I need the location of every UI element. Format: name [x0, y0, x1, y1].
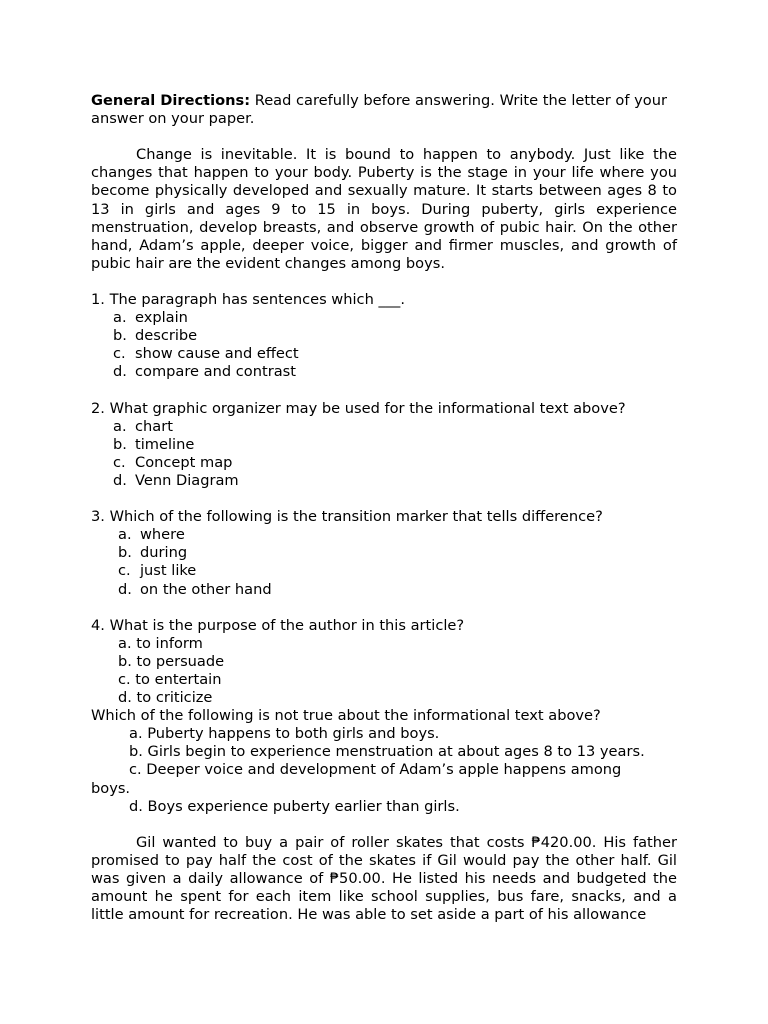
option-b: b. to persuade	[118, 652, 225, 670]
option-c: c. Deeper voice and development of Adam’s apple happens among	[129, 761, 622, 779]
option-text: chart	[135, 417, 173, 435]
spacer	[91, 599, 677, 617]
option-a	[113, 309, 677, 327]
option-letter: a.	[118, 526, 132, 544]
option-text: timeline	[135, 435, 195, 453]
option-d	[113, 363, 677, 381]
option-d	[113, 472, 677, 490]
option-text: explain	[135, 309, 188, 327]
option-letter: c.	[113, 345, 126, 363]
option-a	[118, 526, 677, 544]
question-1-text: 1. The paragraph has sentences which ___.	[91, 291, 405, 309]
option-letter: a.	[113, 309, 127, 327]
option-text: Concept map	[135, 453, 233, 471]
question-3	[91, 508, 677, 598]
option-letter: b.	[113, 327, 127, 345]
question-2	[91, 400, 677, 490]
directions-label: General Directions:	[91, 92, 251, 109]
option-letter: d.	[113, 471, 127, 489]
option-text: during	[140, 544, 188, 562]
question-1	[91, 291, 677, 381]
question-5-options	[91, 725, 677, 779]
question-4-options	[91, 635, 677, 707]
question-1-options	[91, 309, 677, 381]
option-text: compare and contrast	[135, 363, 296, 381]
option-text: Venn Diagram	[135, 471, 239, 489]
question-5-options-cont	[91, 798, 677, 816]
passage-puberty: Change is inevitable. It is bound to happen to anybody. Just like the changes that happen to your body. Puberty is the stage in your life where you become physically developed and sexually mature. It starts between ages 8 to 13 in girls and ages 9 to 15 in boys. During puberty, girls experience menstruation, develop breasts, and observe growth of pubic hair. On the other hand, Adam’s apple, deeper voice, bigger and firmer muscles, and growth of pubic hair are the evident changes among boys.	[91, 146, 677, 272]
option-b	[118, 544, 677, 562]
general-directions	[91, 92, 677, 128]
option-letter: c.	[118, 562, 131, 580]
option-d: d. to criticize	[118, 689, 213, 707]
option-c-continuation: boys.	[91, 779, 131, 797]
option-b	[113, 436, 677, 454]
directions-text: Read carefully before answering. Write the letter of your answer on your paper.	[91, 92, 667, 128]
spacer	[91, 273, 677, 291]
question-2-text: 2. What graphic organizer may be used for the informational text above?	[91, 399, 626, 417]
option-a: a. Puberty happens to both girls and boys.	[129, 725, 440, 743]
option-text: on the other hand	[140, 580, 272, 598]
option-text: just like	[140, 562, 197, 580]
spacer	[91, 490, 677, 508]
spacer	[91, 816, 677, 834]
option-a	[113, 418, 677, 436]
option-text: show cause and effect	[135, 345, 299, 363]
question-4-text: 4. What is the purpose of the author in this article?	[91, 616, 465, 634]
option-c: c. to entertain	[118, 671, 222, 688]
question-3-text: 3. Which of the following is the transition marker that tells difference?	[91, 508, 603, 526]
option-c	[113, 454, 677, 472]
option-b	[113, 327, 677, 345]
option-letter: b.	[118, 544, 132, 562]
question-5	[91, 707, 677, 816]
option-a: a. to inform	[118, 634, 203, 652]
option-letter: b.	[113, 435, 127, 453]
option-letter: c.	[113, 453, 126, 471]
passage-roller-skates: Gil wanted to buy a pair of roller skates that costs ₱420.00. His father promised to pay half the cost of the skates if Gil would pay the other half. Gil was given a daily allowance of ₱50.00. He listed his needs and budgeted the amount he spent for each item like school supplies, bus fare, snacks, and a little amount for recreation. He was able to set aside a part of his allowance	[91, 833, 677, 924]
option-letter: d.	[118, 580, 132, 598]
question-3-options	[91, 526, 677, 598]
question-2-options	[91, 418, 677, 490]
worksheet-page	[91, 92, 677, 924]
option-d: d. Boys experience puberty earlier than girls.	[129, 797, 460, 815]
option-text: where	[140, 526, 185, 544]
spacer	[91, 382, 677, 400]
question-4	[91, 617, 677, 707]
option-b: b. Girls begin to experience menstruation at about ages 8 to 13 years.	[129, 743, 645, 761]
option-d	[118, 581, 677, 599]
option-letter: d.	[113, 363, 127, 381]
option-text: describe	[135, 327, 198, 345]
option-c	[113, 345, 677, 363]
question-5-text: Which of the following is not true about the informational text above?	[91, 707, 601, 725]
spacer	[91, 128, 677, 146]
option-letter: a.	[113, 417, 127, 435]
option-c	[118, 562, 677, 580]
